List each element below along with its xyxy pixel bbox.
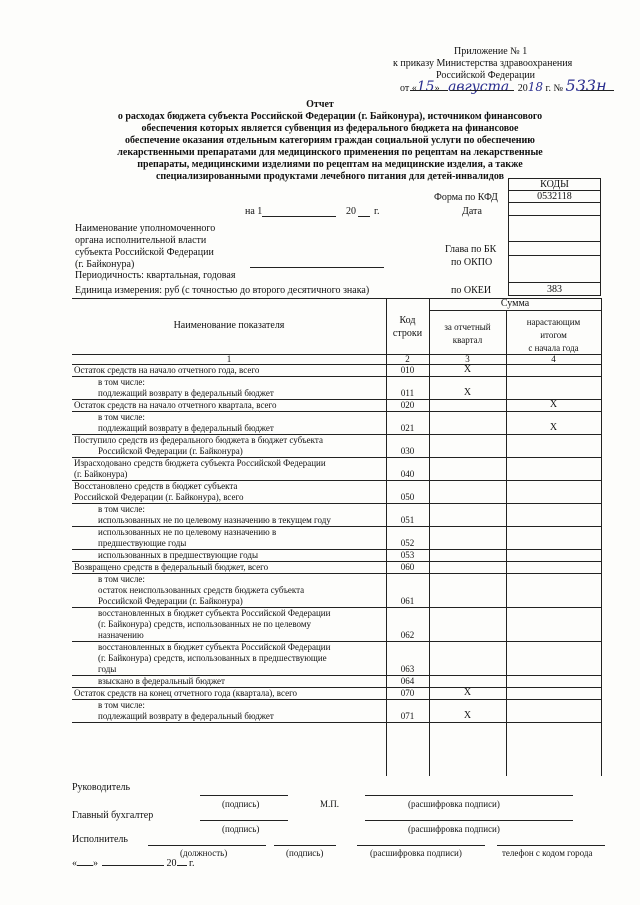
form-code: 0532118 <box>537 191 572 202</box>
table-row <box>72 607 601 641</box>
bk-label: Глава по БК <box>445 244 497 255</box>
table-row <box>72 480 601 503</box>
col-header-quarter <box>429 321 506 347</box>
row-label-line: назначению <box>98 630 144 640</box>
table-row <box>72 687 601 699</box>
row-code: 061 <box>400 596 415 606</box>
on-date-label: на 1 <box>245 206 263 217</box>
title-line: обеспечения которых является субвенция из федерального бюджета на финансовое <box>141 123 519 134</box>
appendix-date-line <box>400 76 607 95</box>
sign-date-open: « <box>72 858 77 869</box>
table-row <box>72 434 601 457</box>
on-date-year: 20 <box>346 206 356 217</box>
col-num-4: 4 <box>551 354 556 364</box>
year-unit: г. № <box>545 83 564 94</box>
appendix-line-1: Приложение № 1 <box>454 46 528 57</box>
appendix-line-3: Российской Федерации <box>436 70 536 81</box>
row-label-line: подлежащий возврату в федеральный бюджет <box>98 711 274 721</box>
executor-label: Исполнитель <box>72 834 128 845</box>
row-label-line: Остаток средств на начало отчетного квартала, всего <box>74 400 277 410</box>
okei-label: по ОКЕИ <box>451 285 492 296</box>
table-row <box>72 573 601 607</box>
row-code: 070 <box>400 688 415 698</box>
handwritten-month: августа <box>448 79 510 95</box>
row-label-line: Российской Федерации (г. Байконура) <box>98 446 243 456</box>
handwritten-day: 15 <box>416 79 435 95</box>
row-label-line: восстановленных в бюджет субъекта Российской Федерации <box>98 642 331 652</box>
head-signature-caption: (подпись) <box>222 799 260 809</box>
row-quarter-value: X <box>463 364 472 375</box>
sign-date <box>72 858 194 870</box>
row-label-line: Остаток средств на конец отчетного года (квартала), всего <box>74 688 298 698</box>
row-label-line: подлежащий возврату в федеральный бюджет <box>98 423 274 433</box>
col-c-l2: итогом <box>540 330 567 340</box>
col-q-l2: квартал <box>452 335 483 345</box>
col-num-3: 3 <box>465 354 470 364</box>
on-date-year-unit: г. <box>374 206 380 217</box>
head-label: Руководитель <box>72 782 131 793</box>
accountant-decoding-caption: (расшифровка подписи) <box>408 824 500 834</box>
head-decoding-caption: (расшифровка подписи) <box>408 799 500 809</box>
col-num-1: 1 <box>226 354 232 364</box>
sign-date-unit: г. <box>189 858 195 869</box>
row-label-line: (г. Байконура) средств, использованных в предшествующие <box>98 653 327 663</box>
row-code: 040 <box>400 469 415 479</box>
year-prefix: 20 <box>517 83 528 94</box>
row-quarter-value: X <box>463 710 472 721</box>
organization-label <box>75 223 215 271</box>
okei-code: 383 <box>547 284 562 295</box>
row-label-line: (г. Байконура) средств, использованных не по целевому <box>98 619 312 629</box>
row-code: 010 <box>400 365 415 375</box>
appendix-line-2: к приказу Министерства здравоохранения <box>393 58 573 69</box>
date-label: Дата <box>462 206 482 217</box>
row-cumulative-value: X <box>549 399 558 410</box>
title-line: препараты, медицинскими изделиями по рецептам на медицинские изделия, а также <box>137 159 523 170</box>
row-code: 062 <box>400 630 415 640</box>
row-label-line: использованных в предшествующие годы <box>98 550 259 560</box>
row-code: 052 <box>400 538 415 548</box>
org-line: (г. Байконура) <box>75 259 135 270</box>
row-label-line: (г. Байконура) <box>74 469 128 479</box>
table-row <box>72 699 601 722</box>
table-row <box>72 675 601 687</box>
table-row <box>72 641 601 675</box>
row-code: 050 <box>400 492 415 502</box>
row-label-line: использованных не по целевому назначению в текущем году <box>98 515 331 525</box>
executor-signature-caption: (подпись) <box>286 848 324 858</box>
title-line: лекарственными препаратами для медицинского применения по рецептам на лекарственные <box>117 147 543 158</box>
row-label-line: подлежащий возврату в федеральный бюджет <box>98 388 274 398</box>
handwritten-year: 18 <box>527 80 544 94</box>
row-label-line: Возвращено средств в федеральный бюджет, всего <box>74 562 269 572</box>
row-code: 053 <box>400 550 415 560</box>
row-cumulative-value: X <box>549 422 558 433</box>
col-c-l3: с начала года <box>528 343 579 353</box>
executor-position-caption: (должность) <box>180 848 228 858</box>
table-row <box>72 399 601 411</box>
row-label-line: в том числе: <box>98 377 145 387</box>
stamp-place: М.П. <box>320 799 340 809</box>
row-label-line: восстановленных в бюджет субъекта Российской Федерации <box>98 608 331 618</box>
unit-of-measure: Единица измерения: руб (с точностью до второго десятичного знака) <box>75 285 370 296</box>
okpo-label: по ОКПО <box>451 257 493 268</box>
row-code: 020 <box>400 400 415 410</box>
row-label-line: Восстановлено средств в бюджет субъекта <box>74 481 238 491</box>
row-label-line: в том числе: <box>98 700 145 710</box>
row-label-line: взыскано в федеральный бюджет <box>98 676 225 686</box>
table-row <box>72 364 601 376</box>
col-header-sum: Сумма <box>500 298 530 309</box>
row-code: 051 <box>400 515 415 525</box>
row-label-line: в том числе: <box>98 504 145 514</box>
codes-header: КОДЫ <box>540 179 569 190</box>
row-label-line: предшествующие годы <box>98 538 187 548</box>
table-row <box>72 526 601 549</box>
row-label-line: годы <box>98 664 117 674</box>
row-label-line: Остаток средств на начало отчетного года, всего <box>74 365 260 375</box>
table-row <box>72 549 601 561</box>
col-code-l1: Код <box>399 315 416 326</box>
col-header-name: Наименование показателя <box>173 320 285 331</box>
report-heading: Отчет <box>306 99 334 110</box>
col-c-l1: нарастающим <box>526 317 581 327</box>
table-row <box>72 503 601 526</box>
title-line: обеспечение оказания отдельным категориям граждан социальной услуги по обеспечению <box>125 135 535 146</box>
date-mid: » <box>434 83 440 94</box>
row-label-line: Поступило средств из федерального бюджета в бюджет субъекта <box>74 435 323 445</box>
col-num-2: 2 <box>405 354 410 364</box>
sign-date-close: » <box>93 858 98 869</box>
handwritten-order-number: 533н <box>565 76 607 95</box>
executor-decoding-caption: (расшифровка подписи) <box>370 848 462 858</box>
title-line: о расходах бюджета субъекта Российской Федерации (г. Байконура), источником финансового <box>117 111 543 122</box>
col-header-cumulative <box>506 316 601 355</box>
row-label-line: Российской Федерации (г. Байконура) <box>98 596 243 606</box>
title-line: специализированными продуктами лечебного питания для детей-инвалидов <box>155 171 505 182</box>
org-line: органа исполнительной власти <box>75 235 207 246</box>
row-quarter-value: X <box>463 387 472 398</box>
org-line: Наименование уполномоченного <box>75 223 216 234</box>
row-code: 021 <box>400 423 415 433</box>
row-code: 063 <box>400 664 415 674</box>
col-q-l1: за отчетный <box>444 322 491 332</box>
table-row <box>72 376 601 399</box>
sign-date-year: 20 <box>166 858 177 869</box>
form-label: Форма по КФД <box>434 192 498 203</box>
table-row <box>72 411 601 434</box>
report-title <box>70 111 590 183</box>
row-code: 011 <box>400 388 415 398</box>
col-header-code <box>386 314 429 340</box>
col-code-l2: строки <box>392 328 423 339</box>
executor-phone-caption: телефон с кодом города <box>502 848 593 858</box>
row-code: 071 <box>400 711 415 721</box>
report-table <box>72 298 601 776</box>
date-prefix: от « <box>400 83 417 94</box>
row-label-line: остаток неиспользованных средств бюджета субъекта <box>98 585 305 595</box>
table-row <box>72 561 601 573</box>
row-code: 030 <box>400 446 415 456</box>
row-quarter-value: X <box>463 687 472 698</box>
row-label-line: использованных не по целевому назначению в <box>98 527 277 537</box>
row-code: 060 <box>400 562 415 572</box>
row-label-line: Израсходовано средств бюджета субъекта Российской Федерации <box>74 458 326 468</box>
row-label-line: Российской Федерации (г. Байконура), всего <box>74 492 244 502</box>
org-line: субъекта Российской Федерации <box>75 247 214 258</box>
row-label-line: в том числе: <box>98 574 145 584</box>
row-label-line: в том числе: <box>98 412 145 422</box>
row-code: 064 <box>400 676 415 686</box>
accountant-signature-caption: (подпись) <box>222 824 260 834</box>
accountant-label: Главный бухгалтер <box>72 810 154 821</box>
periodicity: Периодичность: квартальная, годовая <box>75 270 236 281</box>
table-row <box>72 457 601 480</box>
